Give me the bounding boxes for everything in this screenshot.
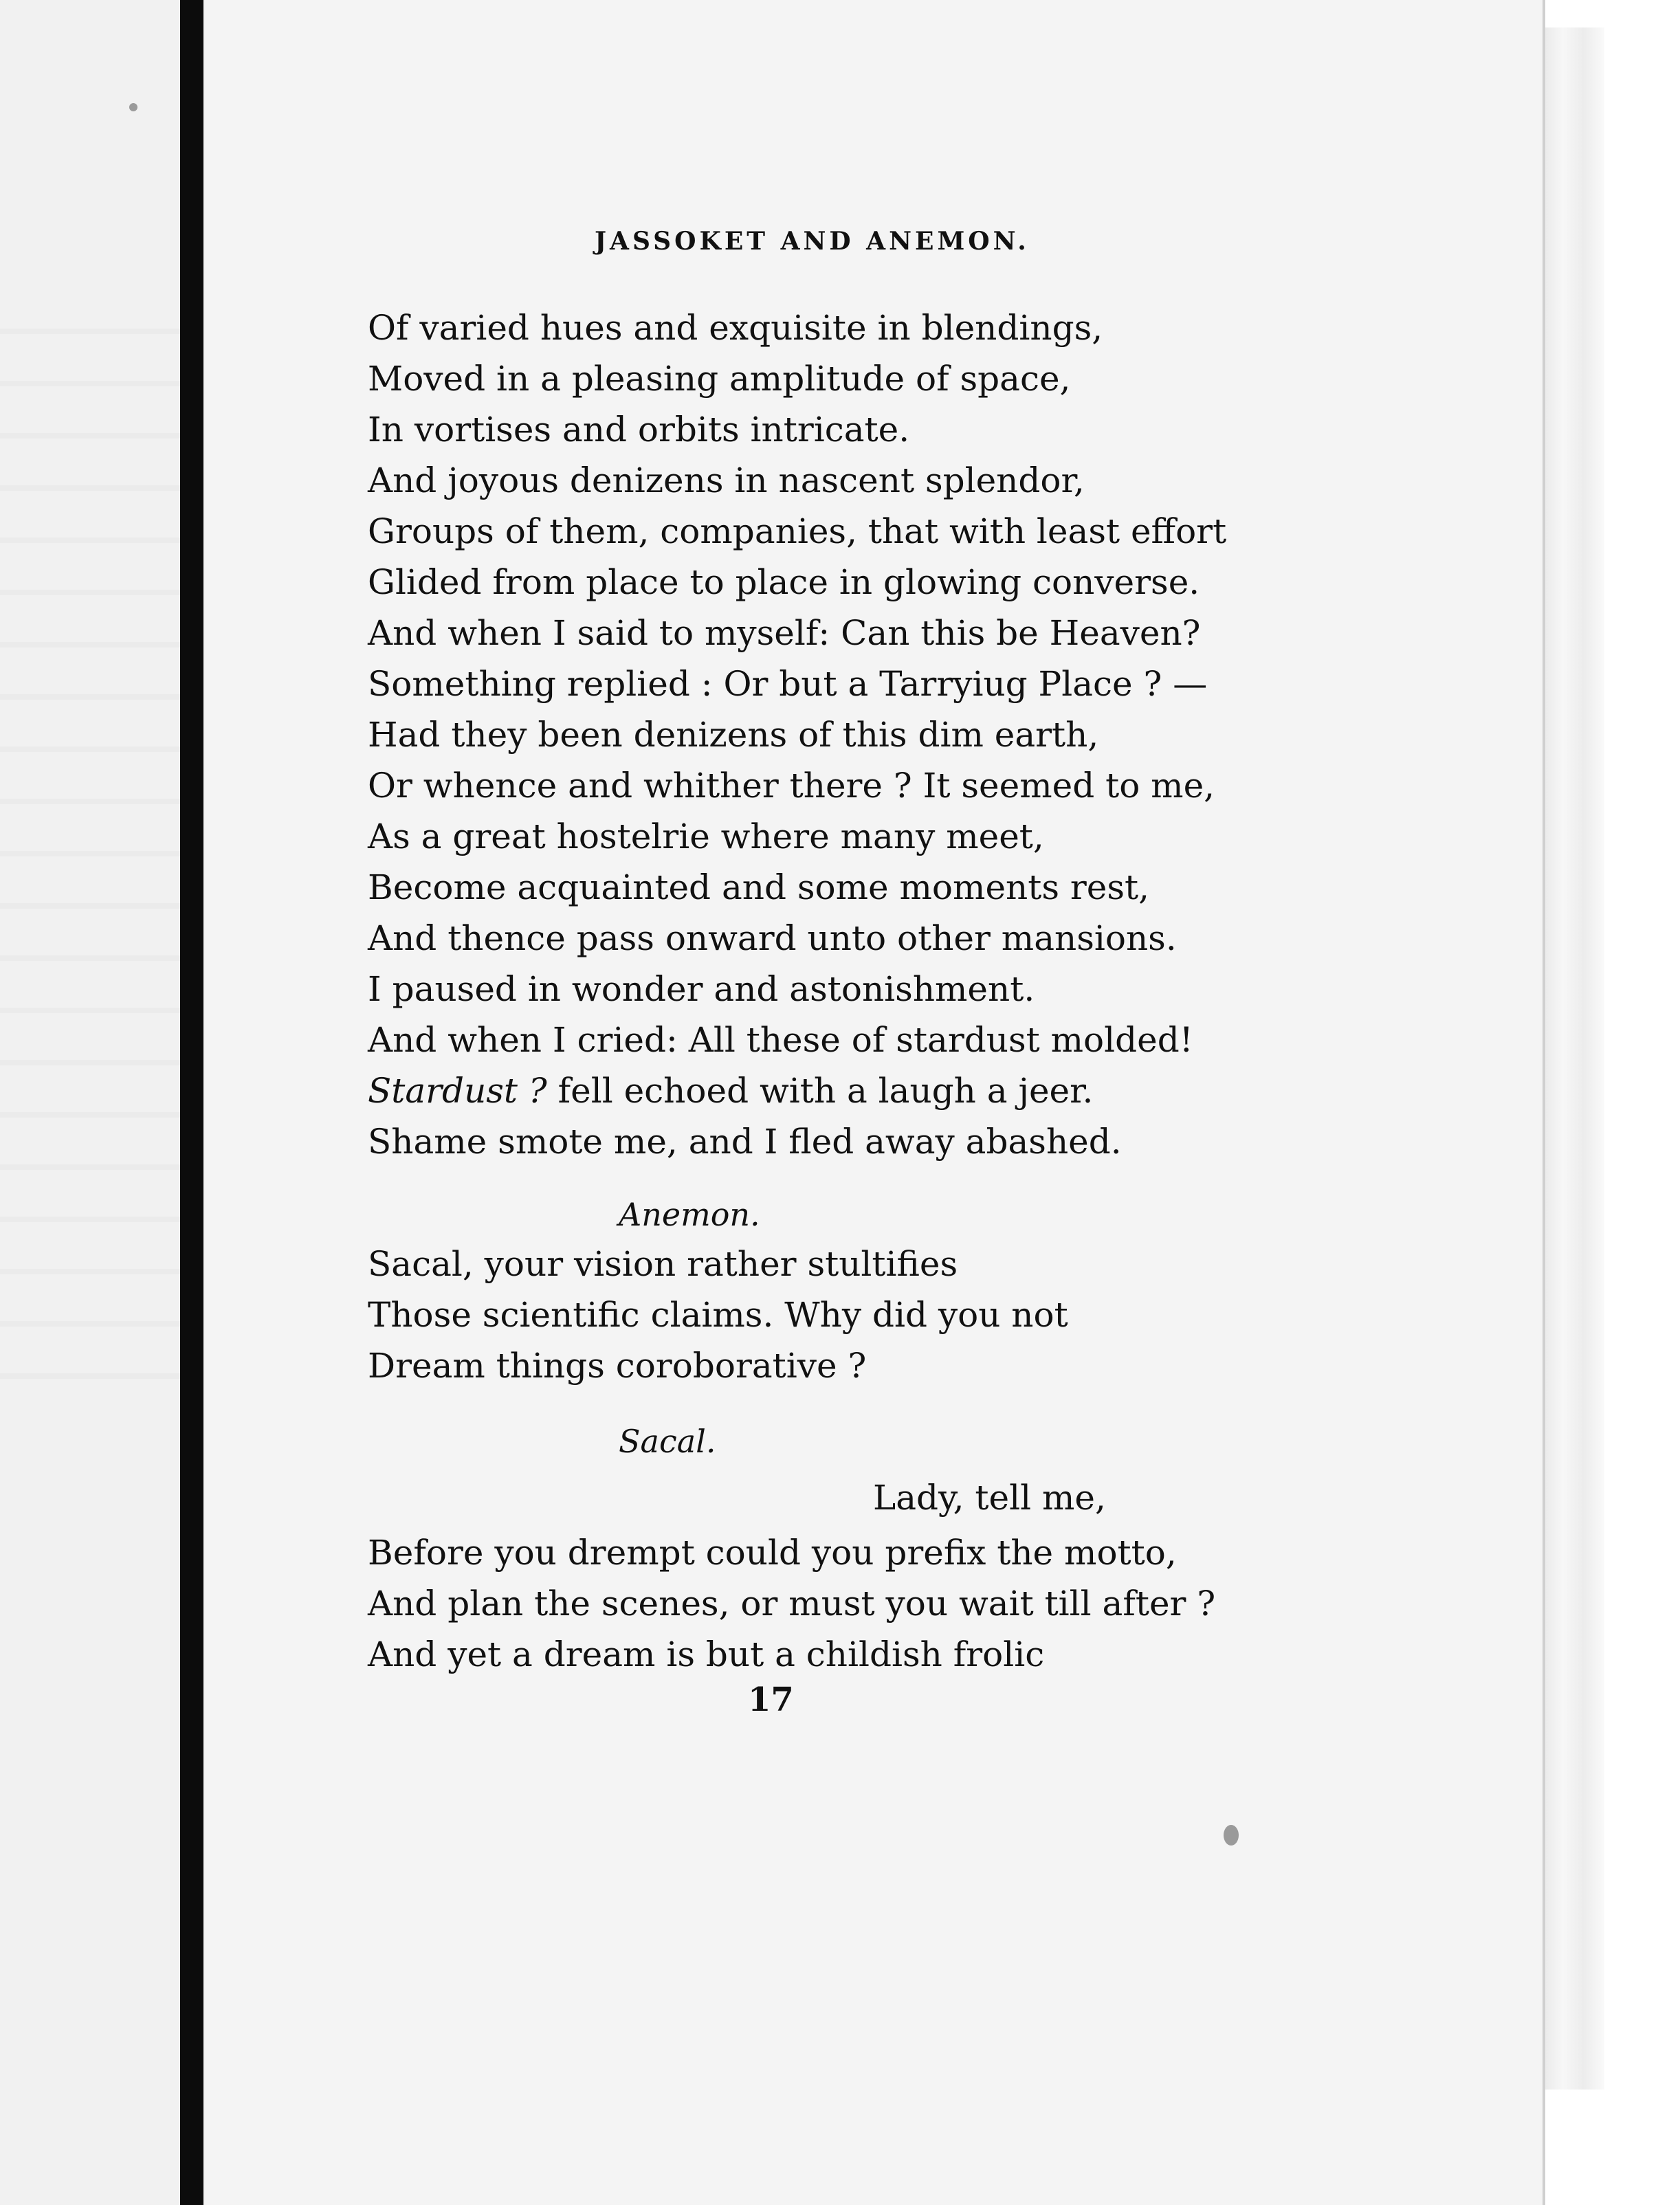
verse-line: And plan the scenes, or must you wait till after ? (368, 1584, 1216, 1624)
verse-line: Groups of them, companies, that with least effort (368, 511, 1227, 551)
verse-line: Or whence and whither there ? It seemed to me, (368, 766, 1215, 806)
verse-line: And when I said to myself: Can this be Heaven? (368, 613, 1201, 653)
verse-line: Moved in a pleasing amplitude of space, (368, 359, 1071, 399)
ink-speck (1224, 1825, 1239, 1846)
verse-line: Before you drempt could you prefix the motto, (368, 1533, 1177, 1573)
stardust-rest: fell echoed with a laugh a jeer. (546, 1071, 1094, 1111)
speaker-heading-sacal: Sacal. (619, 1423, 716, 1460)
ink-speck (129, 103, 137, 111)
verse-line: And yet a dream is but a childish frolic (368, 1635, 1045, 1674)
verse-line: Glided from place to place in glowing converse. (368, 562, 1200, 602)
page-number: 17 (748, 1681, 794, 1719)
verse-line-indented: Lady, tell me, (873, 1478, 1106, 1518)
page-edge-line (1543, 0, 1545, 2205)
verse-line: Of varied hues and exquisite in blendings, (368, 308, 1103, 348)
verse-line: Shame smote me, and I fled away abashed. (368, 1122, 1122, 1162)
verse-line: Those scientific claims. Why did you not (368, 1295, 1068, 1335)
verse-line: Had they been denizens of this dim earth, (368, 715, 1099, 755)
verse-line: And when I cried: All these of stardust molded! (368, 1020, 1193, 1060)
verse-block-sacal (368, 1527, 1215, 1680)
running-head: JASSOKET AND ANEMON. (595, 227, 1030, 256)
speaker-heading-anemon: Anemon. (619, 1196, 760, 1233)
verse-block-anemon (368, 1239, 1068, 1391)
verse-line-stardust (368, 1065, 1226, 1116)
gutter-shadow (180, 0, 203, 2205)
verse-line: And thence pass onward unto other mansions. (368, 918, 1177, 958)
verse-line: As a great hostelrie where many meet, (368, 817, 1044, 856)
stardust-italic: Stardust ? (368, 1071, 547, 1111)
verse-line: And joyous denizens in nascent splendor, (368, 461, 1085, 500)
verse-line: Become acquainted and some moments rest, (368, 867, 1150, 907)
verse-line: Something replied : Or but a Tarryiug Place ? — (368, 664, 1208, 704)
verse-line: In vortises and orbits intricate. (368, 410, 910, 450)
verse-line: I paused in wonder and astonishment. (368, 969, 1035, 1009)
page-stack-edge (1543, 27, 1604, 2090)
verse-line: Dream things coroborative ? (368, 1346, 867, 1386)
facing-page-bleed (0, 289, 180, 1388)
verse-block-narrative (368, 302, 1226, 1167)
verse-line: Sacal, your vision rather stultifies (368, 1244, 958, 1284)
